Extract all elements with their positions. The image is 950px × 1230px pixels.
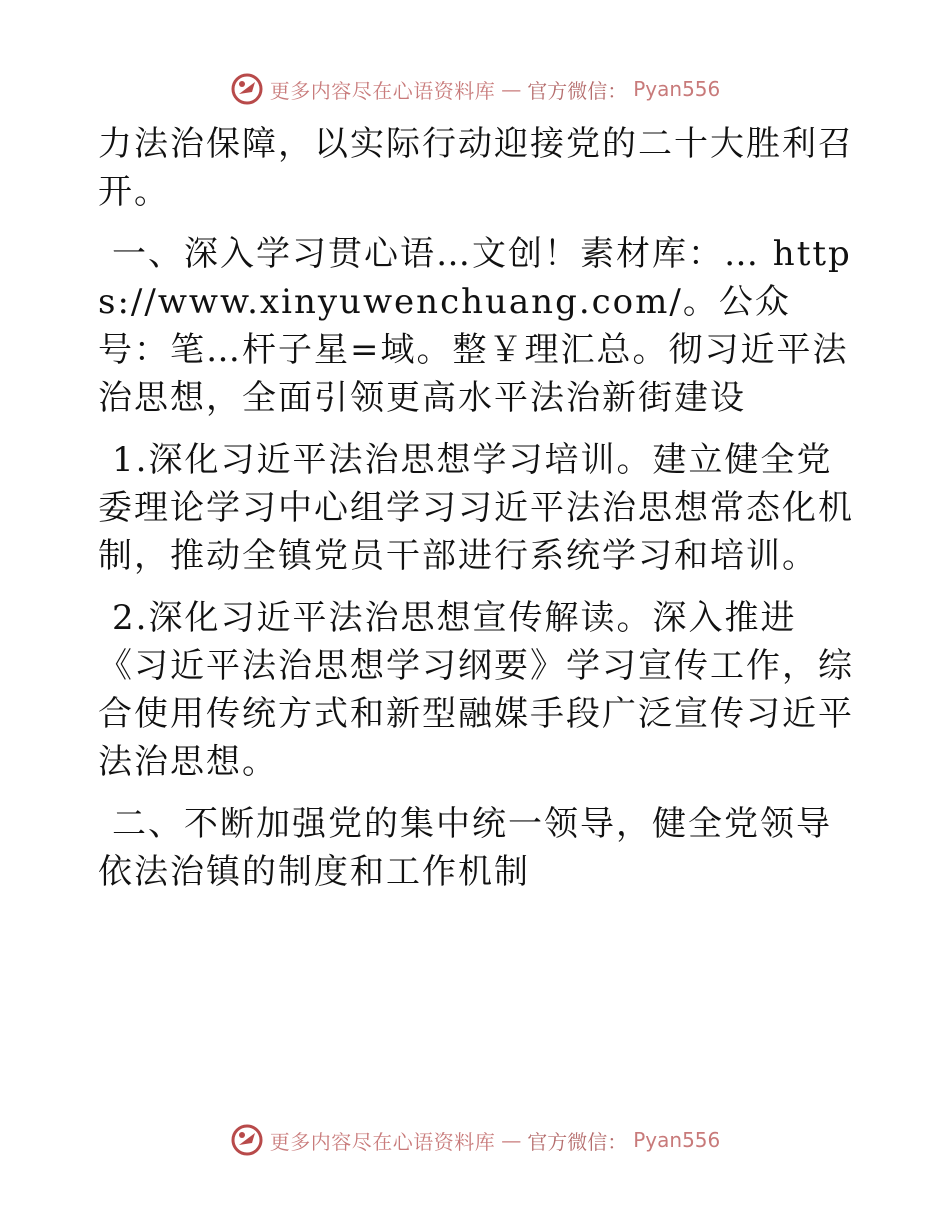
paragraph-section-1-heading: 一、深入学习贯心语…文创！素材库：… https://www.xinyuwenchuang.com/。公众号：笔…杆子星=域。整￥理汇总。彻习近平法治思想，全面引领更高水平法治新街建设 (98, 234, 852, 418)
paragraph-item-1: 1.深化习近平法治思想学习培训。建立健全党委理论学习中心组学习习近平法治思想常态化机制，推动全镇党员干部进行系统学习和培训。 (98, 440, 854, 576)
footer-watermark (0, 1123, 950, 1157)
watermark-separator: — (501, 77, 522, 101)
header-watermark (0, 72, 950, 106)
paragraph-item-2: 2.深化习近平法治思想宣传解读。深入推进《习近平法治思想学习纲要》学习宣传工作，综合使用传统方式和新型融媒手段广泛宣传习近平法治思想。 (98, 598, 854, 782)
paragraph-1: 力法治保障，以实际行动迎接党的二十大胜利召开。 (98, 124, 854, 212)
watermark-official-label: 官方微信： (527, 1129, 628, 1154)
watermark-text: 更多内容尽在心语资料库 (269, 78, 496, 103)
paragraph-section-2-heading: 二、不断加强党的集中统一领导，健全党领导依法治镇的制度和工作机制 (98, 804, 832, 892)
watermark-text: 更多内容尽在心语资料库 (269, 1129, 496, 1154)
watermark-wechat-id: Pyan556 (633, 1128, 721, 1152)
brand-logo-icon (230, 72, 264, 106)
brand-logo-icon (230, 1123, 264, 1157)
document-body (98, 120, 858, 910)
watermark-separator: — (501, 1128, 522, 1152)
watermark-wechat-id: Pyan556 (633, 77, 721, 101)
watermark-official-label: 官方微信： (527, 78, 628, 103)
